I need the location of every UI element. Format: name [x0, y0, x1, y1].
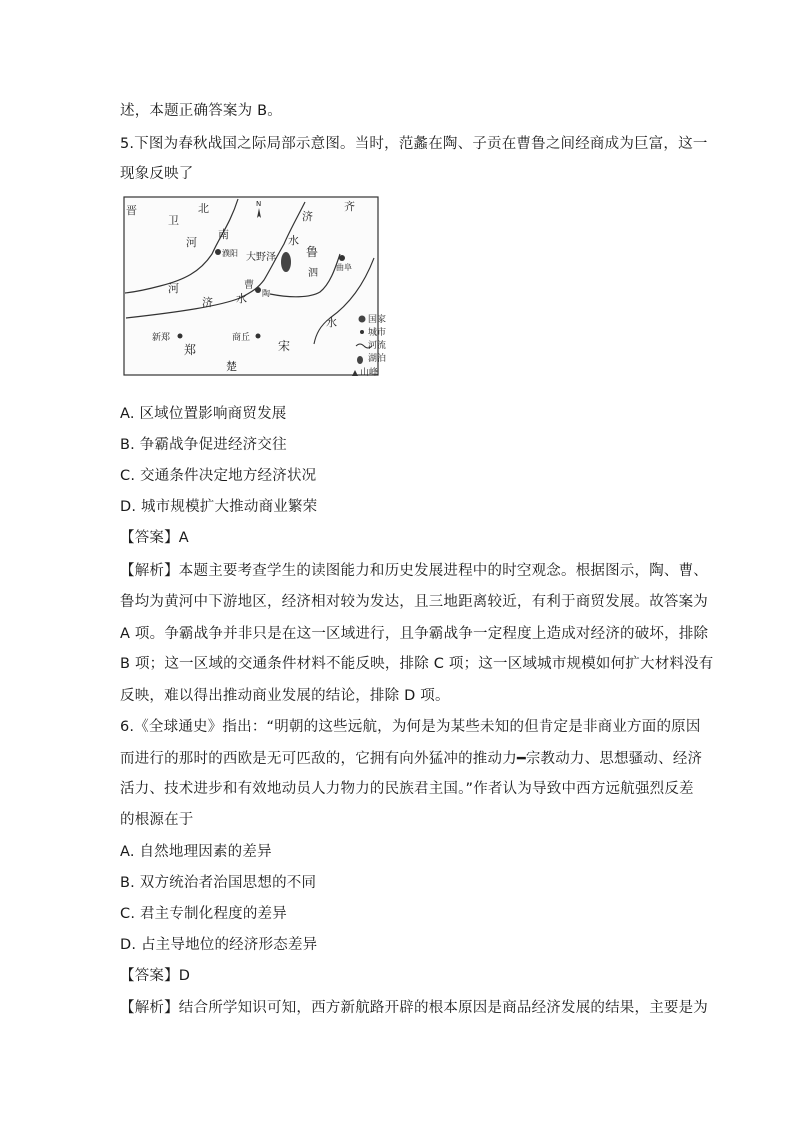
map-label: 曲阜: [336, 263, 352, 272]
map-label: 河流: [368, 341, 387, 351]
answer: 【答案】A: [120, 530, 189, 546]
city-tao: [255, 287, 261, 293]
map-label: 鲁: [306, 245, 319, 259]
map-label: 晋: [126, 204, 137, 217]
map-label: 水: [288, 234, 299, 247]
explanation-line: 鲁均为黄河中下游地区，经济相对较为发达，且三地距离较近，有利于商贸发展。故答案为: [120, 594, 708, 610]
explanation-line: B 项；这一区域的交通条件材料不能反映，排除 C 项；这一区域城市规模如何扩大材料没有: [120, 656, 714, 672]
map-label: 济: [302, 210, 313, 223]
map-label: 楚: [226, 360, 237, 373]
map-figure: [120, 194, 387, 380]
map-label: 城市: [368, 328, 387, 338]
option-a: A. 自然地理因素的差异: [120, 844, 272, 860]
explanation-line: A 项。争霸战争并非只是在这一区域进行，且争霸战争一定程度上造成对经济的破坏，排除: [120, 626, 709, 642]
question-6-stem: 6.《全球通史》指出：“明朝的这些远航，为何是为某些未知的但肯定是非商业方面的原因: [120, 719, 701, 735]
map-label: 济: [202, 296, 213, 309]
question-5-stem: 现象反映了: [120, 166, 194, 182]
map-label: 河: [168, 282, 179, 295]
city-qufu: [339, 255, 345, 261]
question-6-stem: 而进行的那时的西欧是无可匹敌的，它拥有向外猛冲的推动力━宗教动力、思想骚动、经济: [120, 751, 703, 767]
lake-dayeze: [281, 252, 291, 272]
map-label: 山峰: [360, 368, 379, 378]
option-a: A. 区域位置影响商贸发展: [120, 406, 287, 422]
option-d: D. 占主导地位的经济形态差异: [120, 937, 318, 953]
map-label: 河: [186, 236, 197, 249]
map-label: 新郑: [152, 333, 171, 343]
city-shangqiu: [256, 334, 261, 339]
map-label: 齐: [344, 200, 355, 213]
option-c: C. 交通条件决定地方经济状况: [120, 468, 317, 484]
option-b: B. 争霸战争促进经济交往: [120, 437, 287, 453]
map-label: 国家: [368, 315, 387, 325]
map-label: 南: [218, 228, 229, 241]
question-6-stem: 活力、技术进步和有效地动员人力物力的民族君主国。”作者认为导致中西方远航强烈反差: [120, 781, 694, 797]
map-label: 大野泽: [246, 252, 276, 263]
map-label: 水: [326, 316, 337, 329]
map-label: 陶: [262, 289, 270, 298]
option-d: D. 城市规模扩大推动商业繁荣: [120, 499, 318, 515]
city-xinzheng: [178, 334, 183, 339]
option-c: C. 君主专制化程度的差异: [120, 906, 287, 922]
map-label: 水: [236, 292, 247, 305]
map-label: 濮阳: [222, 249, 238, 258]
map-label: 北: [198, 202, 209, 215]
map-label: 商丘: [232, 333, 251, 343]
explanation-line: 【解析】结合所学知识可知，西方新航路开辟的根本原因是商品经济发展的结果，主要是为: [120, 1000, 708, 1016]
north-label: N: [256, 200, 262, 208]
map-label: 曹: [244, 280, 254, 291]
question-5-stem: 5.下图为春秋战国之际局部示意图。当时，范蠡在陶、子贡在曹鲁之间经商成为巨富，这一: [120, 136, 708, 152]
answer: 【答案】D: [120, 968, 191, 984]
option-b: B. 双方统治者治国思想的不同: [120, 875, 317, 891]
map-label: 湖泊: [368, 354, 387, 364]
explanation-line: 【解析】本题主要考查学生的读图能力和历史发展进程中的时空观念。根据图示，陶、曹、: [120, 563, 708, 579]
question-6-stem: 的根源在于: [120, 812, 194, 828]
paragraph-line: 述，本题正确答案为 B。: [120, 103, 282, 119]
explanation-line: 反映，难以得出推动商业发展的结论，排除 D 项。: [120, 688, 450, 704]
map-label: 卫: [168, 214, 179, 227]
map-label: 郑: [184, 343, 197, 357]
city-puyang: [215, 249, 221, 255]
map-label: 泗: [308, 268, 318, 279]
map-label: 宋: [278, 339, 291, 353]
